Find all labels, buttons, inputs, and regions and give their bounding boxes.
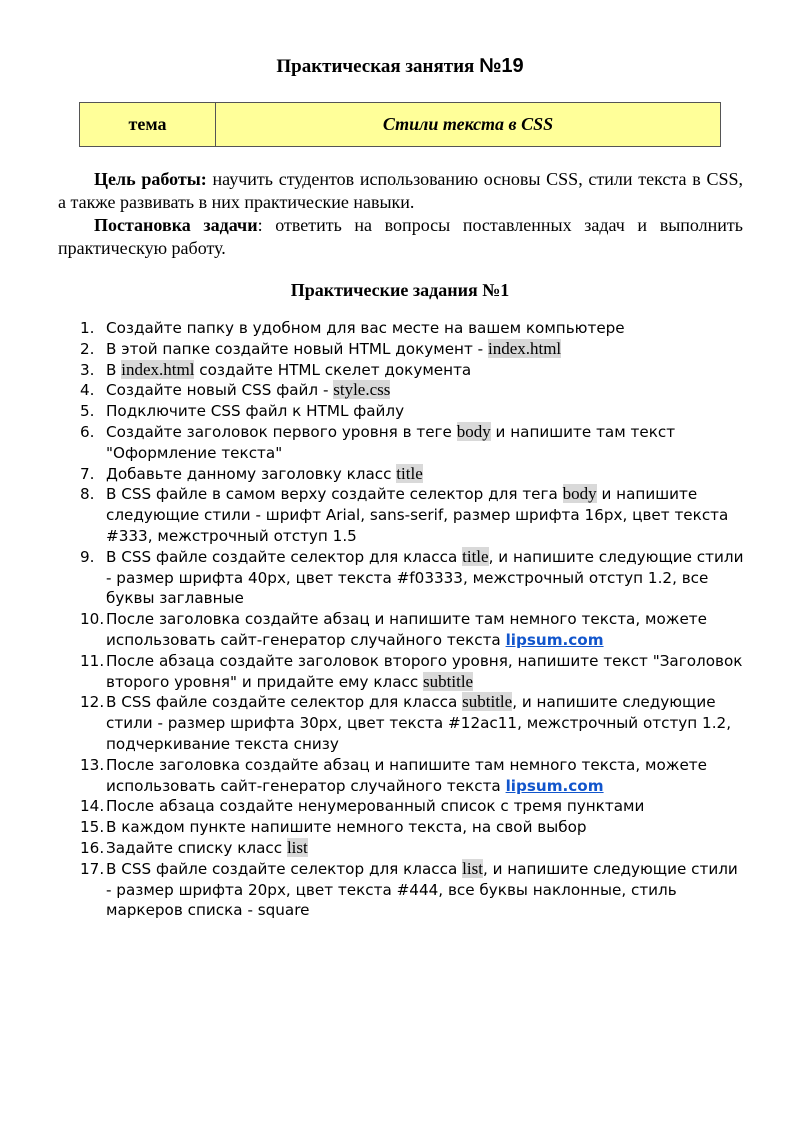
list-item-number: 17.: [80, 859, 105, 878]
list-item-number: 12.: [80, 693, 105, 712]
list-item-number: 13.: [80, 755, 105, 774]
page-title-number: №19: [479, 55, 524, 77]
list-item-text: , и напишите следующие стили - размер шрифта 30px, цвет текста #12ac11, межстрочный отступ 1.2, подчеркивание текста снизу: [106, 693, 732, 753]
goal-text: научить студентов использованию основы CSS, стили текста в CSS, а также развивать в них практические навыки.: [58, 169, 743, 212]
list-item-text: После абзаца создайте ненумерованный список с тремя пунктами: [106, 797, 645, 816]
list-item: [58, 464, 748, 485]
list-item-text: и напишите следующие стили - шрифт Arial, sans-serif, размер шрифта 16px, цвет текста #333, межстрочный отступ 1.5: [106, 485, 729, 545]
list-item: [58, 651, 748, 693]
lipsum-link[interactable]: lipsum.com: [505, 630, 604, 649]
page-title-text: Практическая занятия: [276, 56, 480, 77]
code-highlight: subtitle: [423, 671, 474, 691]
list-item-number: 1.: [80, 319, 95, 337]
intro-section: [58, 168, 743, 260]
list-item: [58, 547, 748, 609]
list-item: [58, 838, 748, 859]
list-item: [58, 817, 748, 838]
list-item-text: , и напишите следующие стили - размер шрифта 40px, цвет текста #f03333, межстрочный отступ 1.2, все буквы заглавные: [106, 547, 744, 608]
list-item: [58, 755, 748, 797]
list-item-number: 16.: [80, 838, 105, 857]
list-item-text: В CSS файле в самом верху создайте селектор для тега: [106, 485, 563, 504]
list-item-text: После заголовка создайте абзац и напишите там немного текста, можете использовать сайт-генератор случайного текста: [106, 755, 707, 795]
page-title: [0, 52, 800, 81]
list-item: [58, 609, 748, 651]
list-item-number: 10.: [80, 610, 105, 629]
list-item-text: В: [106, 360, 122, 379]
code-highlight: list: [286, 837, 308, 857]
list-item: [58, 339, 748, 360]
list-item: [58, 859, 748, 921]
code-highlight: index.html: [487, 338, 562, 358]
list-item-text: После заголовка создайте абзац и напишите там немного текста, можете использовать сайт-генератор случайного текста: [106, 610, 707, 649]
list-item-number: 8.: [80, 485, 95, 504]
list-item-text: После абзаца создайте заголовок второго уровня, напишите текст "Заголовок второго уровня" и придайте ему класс: [106, 651, 743, 691]
list-item-number: 5.: [80, 402, 95, 421]
list-item-text: В CSS файле создайте селектор для класса: [106, 693, 463, 712]
list-item-text: создайте HTML скелет документа: [194, 360, 472, 379]
list-item-number: 15.: [80, 818, 105, 837]
topic-table: [79, 102, 721, 147]
lipsum-link[interactable]: lipsum.com: [505, 776, 604, 795]
code-highlight: body: [562, 484, 597, 504]
list-item-number: 3.: [80, 360, 95, 379]
goal-paragraph: [58, 168, 743, 214]
list-item-text: Создайте папку в удобном для вас месте на вашем компьютере: [106, 319, 625, 337]
list-item-text: , и напишите следующие стили - размер шрифта 20px, цвет текста #444, все буквы наклонные, стиль маркеров списка - square: [106, 859, 738, 920]
code-highlight: subtitle: [462, 692, 513, 712]
code-highlight: list: [462, 858, 483, 878]
list-item-text: В этой папке создайте новый HTML документ -: [106, 339, 488, 358]
task-statement-label: Постановка задачи: [94, 215, 258, 235]
task-statement-text: : ответить на вопросы поставленных задач и выполнить практическую работу.: [58, 215, 744, 258]
list-item-text: В CSS файле создайте селектор для класса: [106, 547, 463, 566]
section-title: Практические задания №1: [290, 280, 510, 300]
list-item-number: 2.: [80, 339, 95, 358]
list-item-text: В каждом пункте напишите немного текста, на свой выбор: [106, 818, 587, 837]
goal-label: Цель работы:: [94, 169, 207, 189]
list-item-text: Добавьте данному заголовку класс: [106, 464, 397, 483]
code-highlight: style.css: [333, 380, 391, 400]
list-item-text: Создайте новый CSS файл -: [106, 381, 334, 400]
list-item-text: Подключите CSS файл к HTML файлу: [106, 402, 405, 421]
list-item: [58, 484, 748, 546]
list-item-text: Задайте списку класс: [106, 838, 287, 857]
task-list: [58, 318, 748, 921]
task-statement-paragraph: [58, 214, 743, 260]
list-item: [58, 360, 748, 381]
list-item: [58, 318, 748, 339]
list-item-text: В CSS файле создайте селектор для класса: [106, 859, 463, 878]
list-item: [58, 401, 748, 422]
list-item: [58, 422, 748, 464]
list-item: [58, 692, 748, 754]
list-item-number: 4.: [80, 381, 95, 400]
list-item-text: и напишите там текст "Оформление текста": [106, 422, 676, 462]
list-item: [58, 380, 748, 401]
list-item-number: 6.: [80, 422, 95, 441]
list-item-text: Создайте заголовок первого уровня в теге: [106, 422, 457, 441]
list-item-number: 14.: [80, 797, 105, 816]
code-highlight: body: [456, 421, 491, 441]
list-item-number: 7.: [80, 464, 95, 483]
code-highlight: index.html: [121, 359, 195, 379]
list-item: [58, 796, 748, 817]
code-highlight: title: [462, 546, 489, 566]
code-highlight: title: [396, 463, 423, 483]
list-item-number: 9.: [80, 547, 95, 566]
topic-value: Стили текста в CSS: [382, 114, 554, 134]
topic-label: тема: [80, 103, 216, 146]
list-item-number: 11.: [80, 651, 105, 670]
